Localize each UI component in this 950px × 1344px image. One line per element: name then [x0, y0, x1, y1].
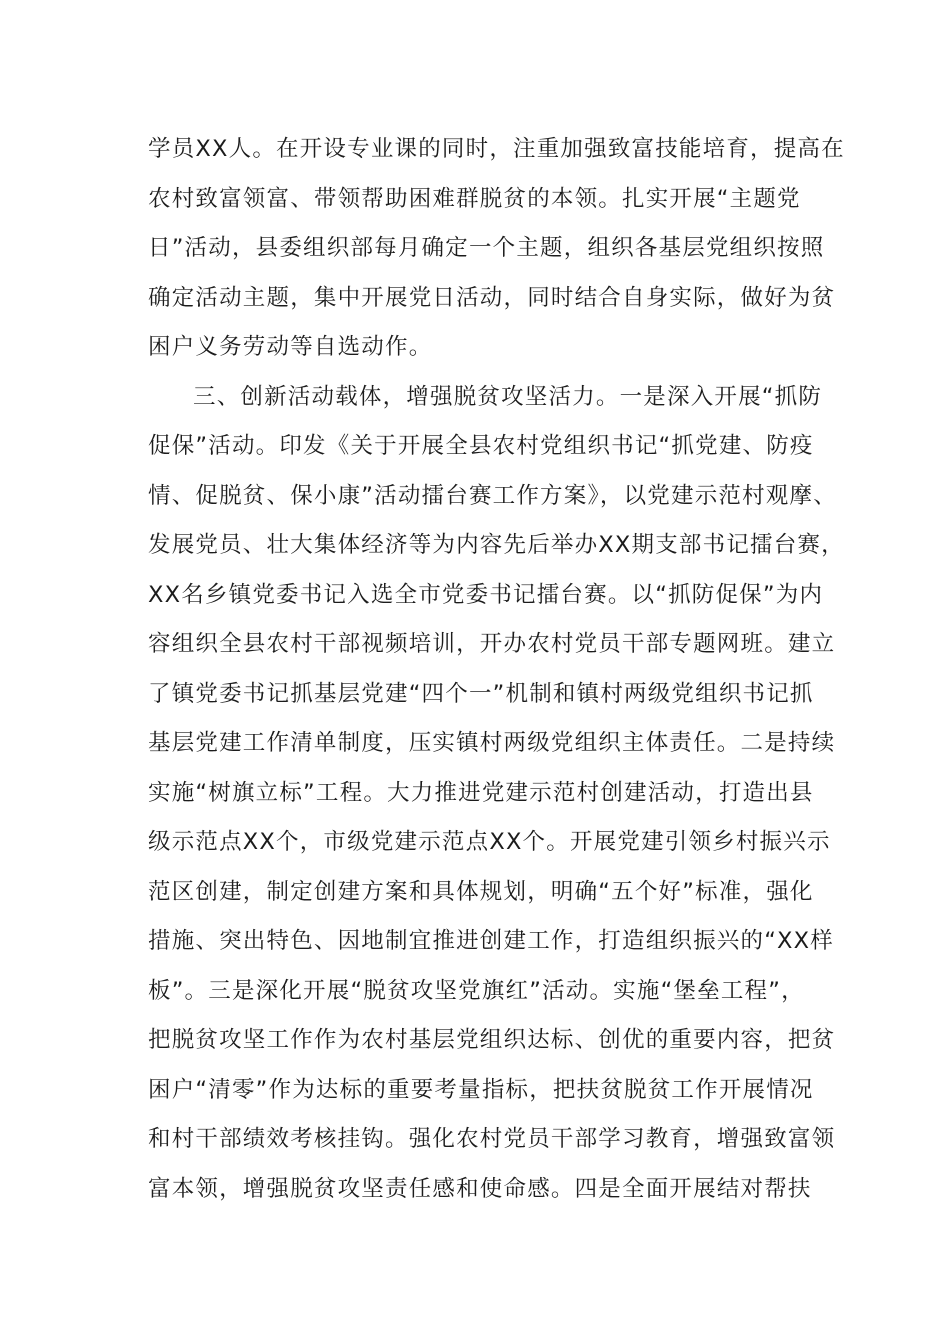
text-line: 了镇党委书记抓基层党建“四个一”机制和镇村两级党组织书记抓: [148, 680, 814, 707]
text-line: XX名乡镇党委书记入选全市党委书记擂台赛。以“抓防促保”为内: [148, 581, 824, 608]
text-line: 促保”活动。印发《关于开展全县农村党组织书记“抓党建、防疫: [148, 433, 814, 459]
text-line: 日”活动，县委组织部每月确定一个主题，组织各基层党组织按照: [148, 235, 825, 261]
text-line: 富本领，增强脱贫攻坚责任感和使命感。四是全面开展结对帮扶: [148, 1175, 812, 1202]
text-line: 和村干部绩效考核挂钩。强化农村党员干部学习教育，增强致富领: [148, 1126, 836, 1152]
body-text: [148, 125, 845, 1214]
text-line: 发展党员、壮大集体经济等为内容先后举办XX期支部书记擂台赛，: [148, 532, 845, 558]
text-line: 把脱贫攻坚工作作为农村基层党组织达标、创优的重要内容，把贫: [148, 1027, 836, 1053]
text-line: 基层党建工作清单制度，压实镇村两级党组织主体责任。二是持续: [148, 730, 836, 756]
text-line: 困户义务劳动等自选动作。: [148, 334, 433, 360]
text-line: 容组织全县农村干部视频培训，开办农村党员干部专题网班。建立: [148, 631, 836, 657]
text-line: 困户“清零”作为达标的重要考量指标，把扶贫脱贫工作开展情况: [148, 1076, 814, 1103]
text-line: 措施、突出特色、因地制宜推进创建工作，打造组织振兴的“XX样: [148, 928, 834, 954]
text-line: 农村致富领富、带领帮助困难群脱贫的本领。扎实开展“主题党: [148, 185, 801, 212]
text-line: 情、促脱贫、保小康”活动擂台赛工作方案》，以党建示范村观摩、: [148, 482, 837, 509]
text-line: 实施“树旗立标”工程。大力推进党建示范村创建活动，打造出县: [148, 779, 814, 806]
text-line: 板”。三是深化开展“脱贫攻坚党旗红”活动。实施“堡垒工程”，: [148, 977, 805, 1004]
section-three-first-line: 三、创新活动载体，增强脱贫攻坚活力。一是深入开展“抓防: [193, 383, 823, 410]
text-line: 学员XX人。在开设专业课的同时，注重加强致富技能培育，提高在: [148, 136, 845, 162]
text-line: 确定活动主题，集中开展党日活动，同时结合自身实际，做好为贫: [148, 284, 836, 311]
text-line: 范区创建，制定创建方案和具体规划，明确“五个好”标准，强化: [148, 878, 814, 905]
text-line: 级示范点XX个，市级党建示范点XX个。开展党建引领乡村振兴示: [148, 829, 831, 855]
